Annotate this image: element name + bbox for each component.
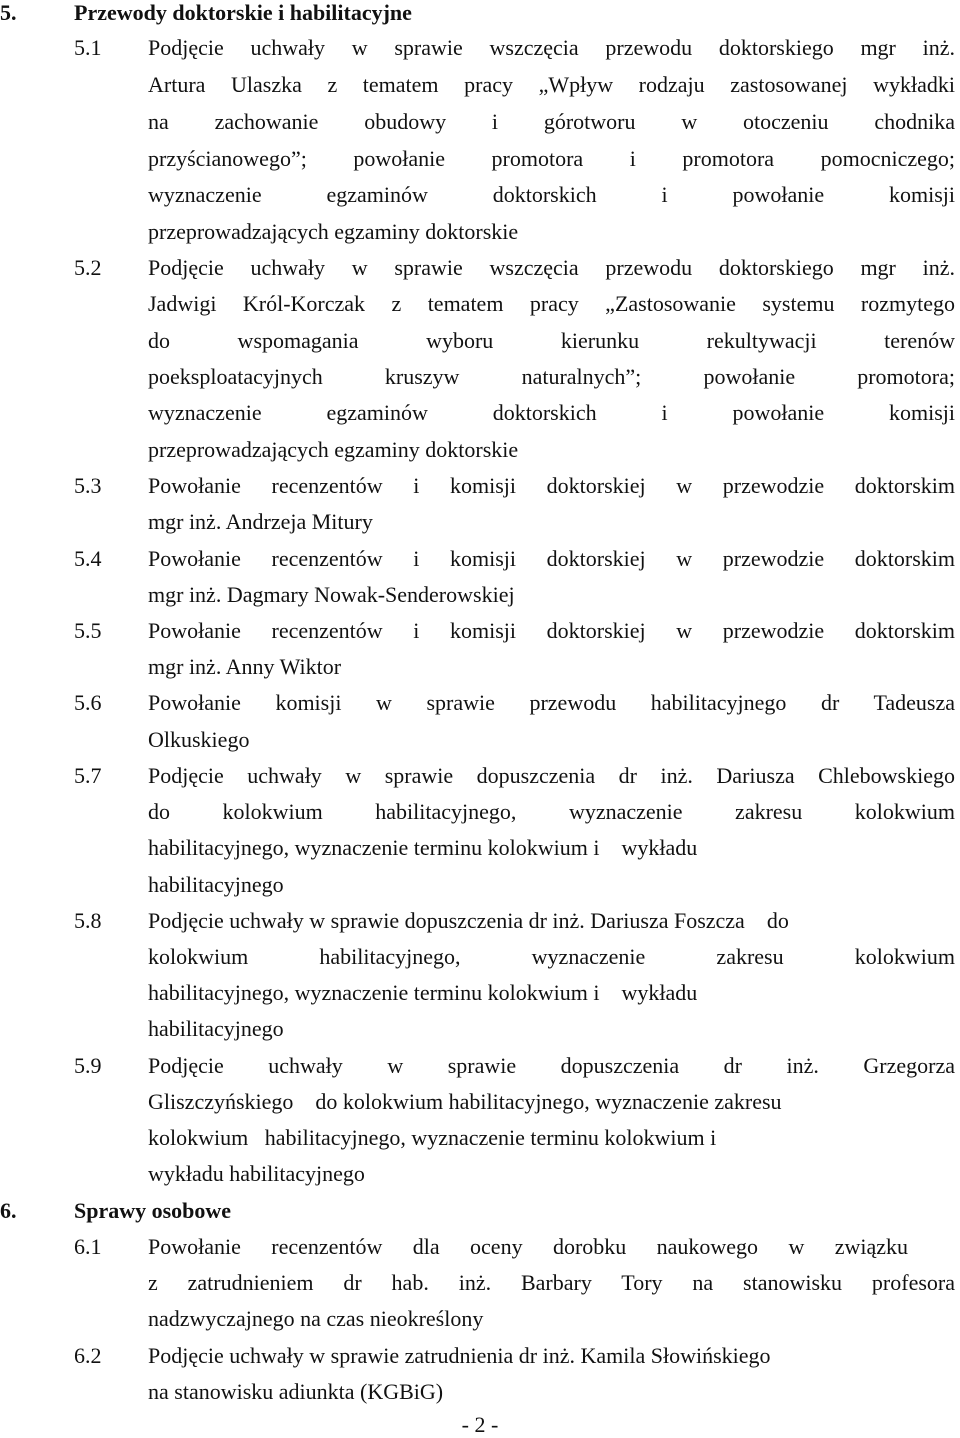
item-text-line: mgr inż. Anny Wiktor xyxy=(148,654,342,679)
item-number: 5.9 xyxy=(74,1053,102,1078)
item-text-line: habilitacyjnego xyxy=(148,1016,284,1041)
item-text-line: habilitacyjnego, wyznaczenie terminu kolokwium i wykładu xyxy=(148,980,698,1005)
item-text-line: przeprowadzających egzaminy doktorskie xyxy=(148,437,519,462)
item-text-line: Podjęcie uchwały w sprawie dopuszczenia dr inż. Grzegorza xyxy=(148,1053,955,1078)
item-text-line: Jadwigi Król-Korczak z tematem pracy „Zastosowanie systemu rozmytego xyxy=(148,291,955,316)
item-text-line: poeksploatacyjnych kruszyw naturalnych”; powołanie promotora; xyxy=(148,364,955,389)
item-number: 5.8 xyxy=(74,908,102,933)
item-number: 5.3 xyxy=(74,473,102,498)
item-number: 5.4 xyxy=(74,546,102,571)
item-text-line: habilitacyjnego, wyznaczenie terminu kolokwium i wykładu xyxy=(148,835,698,860)
item-number: 5.5 xyxy=(74,618,102,643)
item-text-line: kolokwium habilitacyjnego, wyznaczenie zakresu kolokwium xyxy=(148,944,955,969)
item-text-line: kolokwium habilitacyjnego, wyznaczenie terminu kolokwium i xyxy=(148,1125,717,1150)
item-text-line: Powołanie komisji w sprawie przewodu habilitacyjnego dr Tadeusza xyxy=(148,690,955,715)
item-number: 5.6 xyxy=(74,690,102,715)
item-text-line: Powołanie recenzentów i komisji doktorskiej w przewodzie doktorskim xyxy=(148,473,955,498)
item-text-line: na stanowisku adiunkta (KGBiG) xyxy=(148,1379,444,1404)
page-number: - 2 - xyxy=(461,1412,499,1437)
item-text-line: wykładu habilitacyjnego xyxy=(148,1161,365,1186)
item-text-line: nadzwyczajnego na czas nieokreślony xyxy=(148,1306,484,1331)
item-text-line: wyznaczenie egzaminów doktorskich i powołanie komisji xyxy=(148,182,955,207)
item-text-line: Olkuskiego xyxy=(148,727,250,752)
item-text-line: Podjęcie uchwały w sprawie wszczęcia przewodu doktorskiego mgr inż. xyxy=(148,255,955,280)
item-text-line: mgr inż. Andrzeja Mitury xyxy=(148,509,373,534)
item-text-line: Powołanie recenzentów dla oceny dorobku naukowego w związku xyxy=(148,1234,908,1259)
item-text-line: do kolokwium habilitacyjnego, wyznaczenie zakresu kolokwium xyxy=(148,799,955,824)
item-number: 6.1 xyxy=(74,1234,102,1259)
item-number: 5.2 xyxy=(74,255,102,280)
item-text-line: do wspomagania wyboru kierunku rekultywacji terenów xyxy=(148,328,955,353)
item-text-line: Powołanie recenzentów i komisji doktorskiej w przewodzie doktorskim xyxy=(148,618,955,643)
item-text-line: mgr inż. Dagmary Nowak-Senderowskiej xyxy=(148,582,515,607)
item-number: 6.2 xyxy=(74,1343,102,1368)
item-text-line: z zatrudnieniem dr hab. inż. Barbary Tory na stanowisku profesora xyxy=(148,1270,955,1295)
item-text-line: Podjęcie uchwały w sprawie wszczęcia przewodu doktorskiego mgr inż. xyxy=(148,35,955,60)
section-number: 5. xyxy=(0,0,17,25)
section-title: Przewody doktorskie i habilitacyjne xyxy=(74,0,412,25)
item-text-line: Artura Ulaszka z tematem pracy „Wpływ rodzaju zastosowanej wykładki xyxy=(148,72,955,97)
item-text-line: Podjęcie uchwały w sprawie dopuszczenia dr inż. Dariusza Foszcza do xyxy=(148,908,789,933)
item-text-line: Gliszczyńskiego do kolokwium habilitacyjnego, wyznaczenie zakresu xyxy=(148,1089,782,1114)
section-title: Sprawy osobowe xyxy=(74,1198,232,1223)
section-number: 6. xyxy=(0,1198,17,1223)
item-text-line: przeprowadzających egzaminy doktorskie xyxy=(148,219,519,244)
item-text-line: na zachowanie obudowy i górotworu w otoczeniu chodnika xyxy=(148,109,955,134)
item-number: 5.1 xyxy=(74,35,102,60)
item-number: 5.7 xyxy=(74,763,102,788)
item-text-line: Podjęcie uchwały w sprawie zatrudnienia dr inż. Kamila Słowińskiego xyxy=(148,1343,771,1368)
item-text-line: Powołanie recenzentów i komisji doktorskiej w przewodzie doktorskim xyxy=(148,546,955,571)
item-text-line: przyścianowego”; powołanie promotora i promotora pomocniczego; xyxy=(148,146,955,171)
item-text-line: Podjęcie uchwały w sprawie dopuszczenia dr inż. Dariusza Chlebowskiego xyxy=(148,763,955,788)
item-text-line: wyznaczenie egzaminów doktorskich i powołanie komisji xyxy=(148,400,955,425)
item-text-line: habilitacyjnego xyxy=(148,872,284,897)
